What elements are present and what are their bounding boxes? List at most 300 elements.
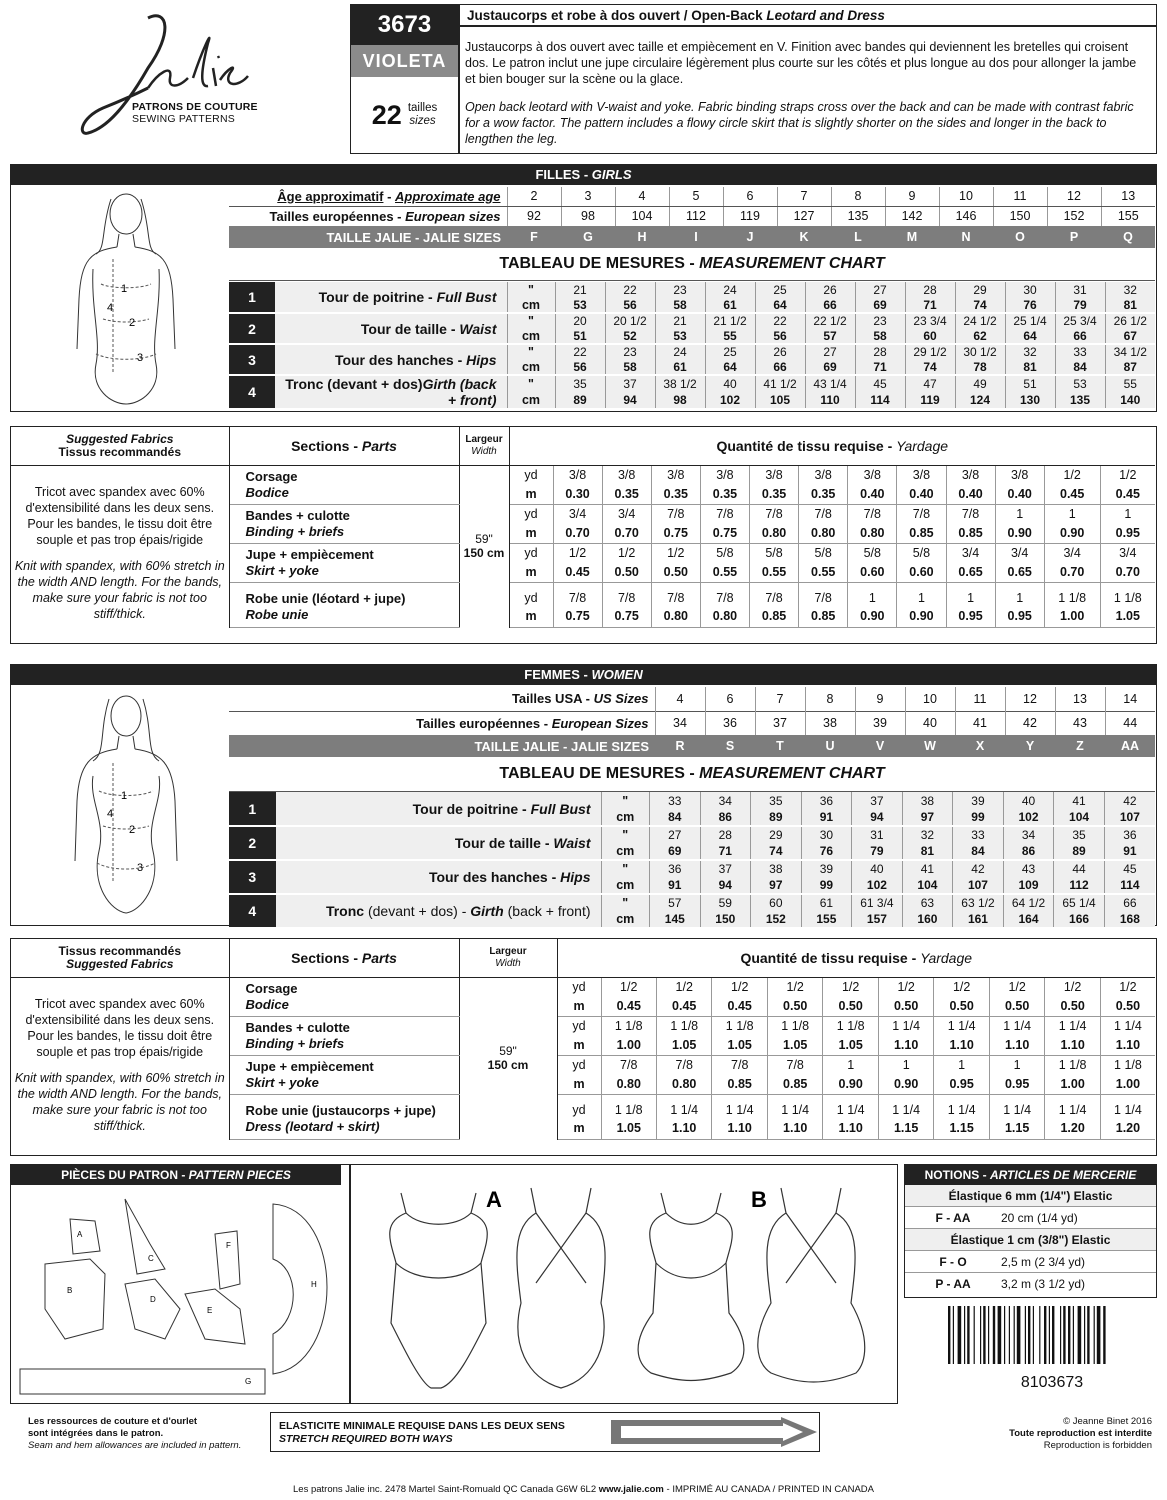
inch-cell: 21 1/2: [705, 313, 755, 329]
yd-cell: 5/8: [700, 543, 749, 563]
inch-cell: 30 1/2: [955, 344, 1005, 360]
unit-yd: yd: [524, 468, 538, 482]
m-cell: 1.15: [878, 1117, 933, 1140]
stretch-arrow-icon: [611, 1417, 817, 1447]
yd-cell: 7/8: [651, 504, 700, 524]
inch-cell: 38: [751, 860, 802, 877]
fabric-text-en: Knit with spandex, with 60% stretch in the width AND length. For the bands, make sure your fabric is not too stiff/thick.: [14, 1070, 225, 1133]
unit-inch: ": [601, 826, 650, 843]
eu-label: [229, 206, 507, 226]
unit-m: m: [509, 485, 553, 505]
pattern-header: [350, 4, 1157, 154]
inch-cell: 20 1/2: [605, 313, 655, 329]
cm-cell: 66: [1055, 329, 1105, 345]
cm-cell: 109: [1003, 877, 1054, 894]
inch-cell: 28: [905, 282, 955, 298]
yd-cell: 1: [995, 582, 1044, 605]
eu-cell: 104: [615, 206, 669, 226]
cm-cell: 81: [1105, 298, 1155, 314]
yd-cell: 3/8: [848, 465, 897, 485]
yd-cell: 3/8: [799, 465, 848, 485]
inch-cell: 29: [751, 826, 802, 843]
women-eu-row: [229, 711, 1155, 735]
cm-cell: 112: [1054, 877, 1105, 894]
label-fr-note: (devant + dos) -: [367, 903, 471, 919]
m-cell: 0.50: [1100, 997, 1155, 1017]
cm-cell: 56: [605, 298, 655, 314]
inch-cell: 24: [705, 282, 755, 298]
inch-cell: 30: [1005, 282, 1055, 298]
yd-cell: 3/4: [602, 504, 651, 524]
label-fr: Tour de taille -: [454, 835, 554, 851]
chart-title-fr: TABLEAU DE MESURES -: [499, 254, 700, 272]
m-cell: 0.70: [1100, 563, 1155, 583]
section-label: [229, 1055, 459, 1094]
inch-cell: 36: [650, 860, 701, 877]
women-fabric-section: [10, 938, 1157, 1156]
section-fr: Corsage: [245, 468, 298, 484]
m-cell: 0.50: [602, 563, 651, 583]
yd-cell: 7/8: [700, 582, 749, 605]
inch-cell: 63: [902, 894, 953, 911]
m-cell: 0.35: [602, 485, 651, 505]
width-value: [459, 465, 509, 627]
label-en: Full Bust: [436, 289, 497, 305]
unit-inch: ": [507, 375, 555, 392]
yd-cell: 1 1/8: [712, 1016, 767, 1036]
cm-cell: 71: [855, 360, 905, 376]
inch-cell: 44: [1054, 860, 1105, 877]
cm-cell: 76: [1005, 298, 1055, 314]
yd-cell: 1 1/8: [601, 1094, 656, 1117]
m-cell: 1.10: [712, 1117, 767, 1140]
yd-cell: 7/8: [799, 582, 848, 605]
m-cell: 1.20: [1045, 1117, 1100, 1140]
yd-cell: 1 1/8: [1045, 1055, 1100, 1075]
row-number: 4: [229, 894, 276, 928]
inch-cell: 61 3/4: [852, 894, 903, 911]
unit-yd: yd: [524, 590, 538, 605]
inch-cell: 40: [705, 375, 755, 392]
cm-cell: 89: [1054, 843, 1105, 860]
width-cm: 150 cm: [487, 1058, 529, 1073]
us-cell: 7: [755, 687, 805, 711]
section-fr: Jupe + empiècement: [245, 546, 374, 562]
fabric-text-en: Knit with spandex, with 60% stretch in the width AND length. For the bands, make sure your fabric is not too stiff/thick.: [14, 558, 225, 621]
cm-cell: 155: [801, 911, 852, 928]
age-label: Âge approximatif - Approximate age: [229, 187, 507, 206]
inch-cell: 36: [1104, 826, 1155, 843]
inch-cell: 27: [650, 826, 701, 843]
yd-cell: 1: [946, 582, 995, 605]
cm-cell: 69: [805, 360, 855, 376]
us-cell: 4: [655, 687, 705, 711]
sections-header: [229, 939, 459, 977]
girls-age-row: [229, 187, 1155, 206]
m-cell: 0.75: [651, 524, 700, 544]
cm-cell: 97: [902, 809, 953, 826]
m-cell: 0.50: [767, 997, 822, 1017]
section-en: Robe unie: [245, 606, 309, 622]
m-cell: 1.10: [1100, 1036, 1155, 1056]
section-fr: Bandes + culotte: [245, 507, 350, 523]
label-en: Hips: [466, 351, 497, 368]
m-cell: 1.05: [823, 1036, 878, 1056]
section-label: [229, 465, 459, 504]
yd-cell: 1 1/4: [934, 1094, 989, 1117]
yd-cell: 1: [1100, 504, 1155, 524]
garment-views: [361, 1173, 891, 1401]
inch-cell: 45: [855, 375, 905, 392]
piece-h-label: H: [311, 1280, 317, 1289]
measurement-label: [275, 313, 507, 344]
sections-header: [229, 427, 459, 465]
measurement-label: [275, 282, 507, 313]
yd-cell: 7/8: [601, 1055, 656, 1075]
girls-section: [10, 164, 1157, 412]
unit-m: m: [557, 997, 601, 1017]
yd-cell: 1 1/8: [1100, 1055, 1155, 1075]
notions-title-en: ARTICLES DE MERCERIE: [989, 1168, 1137, 1182]
m-cell: 0.50: [878, 997, 933, 1017]
yd-cell: 1: [848, 582, 897, 605]
unit-cm: cm: [601, 911, 650, 928]
fabric-header-row: [11, 427, 1155, 465]
inch-cell: 25: [755, 282, 805, 298]
girls-fabric-table: [11, 427, 1155, 628]
eu-cell: 43: [1055, 711, 1105, 735]
inch-cell: 25 1/4: [1005, 313, 1055, 329]
measurement-label: [275, 375, 507, 409]
m-cell: 0.65: [946, 563, 995, 583]
eu-cell: 135: [831, 206, 885, 226]
cm-cell: 51: [555, 329, 605, 345]
inch-cell: 34: [700, 792, 751, 809]
eu-cell: 112: [669, 206, 723, 226]
row-number: 2: [229, 313, 275, 344]
inch-cell: 29 1/2: [905, 344, 955, 360]
m-cell: 0.85: [799, 605, 848, 628]
inch-cell: 41: [1054, 792, 1105, 809]
jalie-size-cell: Z: [1076, 739, 1084, 753]
jalie-size-cell: K: [799, 230, 809, 244]
inch-cell: 37: [700, 860, 751, 877]
notion-row: [905, 1273, 1156, 1295]
m-cell: 0.45: [712, 997, 767, 1017]
jalie-size-cell: S: [725, 739, 735, 753]
yd-cell: 1 1/4: [989, 1094, 1044, 1117]
section-label: [229, 1094, 459, 1139]
cm-cell: 67: [1105, 329, 1155, 345]
us-label-fr: Tailles USA -: [511, 691, 594, 707]
cm-cell: 110: [805, 392, 855, 409]
m-cell: 1.00: [601, 1036, 656, 1056]
inch-cell: 22 1/2: [805, 313, 855, 329]
m-cell: 0.95: [995, 605, 1044, 628]
m-cell: 0.90: [897, 605, 946, 628]
yd-cell: 5/8: [848, 543, 897, 563]
girls-fabric-section: [10, 426, 1157, 644]
us-cell: 11: [955, 687, 1005, 711]
measurement-row: [229, 313, 1155, 329]
notion-size: F - AA: [935, 1211, 971, 1225]
sizes-number: 22: [371, 99, 402, 130]
piece-a-label: A: [77, 1230, 83, 1239]
yd-cell: 1/2: [878, 977, 933, 997]
unit-m: m: [557, 1075, 601, 1095]
chart-title: [229, 248, 1155, 280]
unit-cm: cm: [507, 392, 555, 409]
inch-cell: 37: [605, 375, 655, 392]
suggest-en: Suggested Fabrics: [66, 431, 174, 446]
notions-section: [904, 1164, 1157, 1298]
suggest-fr: Tissus recommandés: [58, 943, 181, 958]
w-chart-title: [229, 757, 1155, 791]
eu-cell: 44: [1105, 711, 1155, 735]
cm-cell: 114: [1104, 877, 1155, 894]
yd-cell: 1: [823, 1055, 878, 1075]
yd-cell: 5/8: [799, 543, 848, 563]
yd-cell: 3/4: [946, 543, 995, 563]
yd-cell: 3/4: [1100, 543, 1155, 563]
girls-measurement-table: [229, 282, 1155, 410]
inch-cell: 51: [1005, 375, 1055, 392]
copyright-1: © Jeanne Binet 2016: [1063, 1416, 1152, 1427]
piece-f-label: F: [226, 1241, 231, 1250]
label-fr: Tour de poitrine -: [412, 800, 531, 817]
m-cell: 1.10: [823, 1117, 878, 1140]
m-cell: 0.75: [602, 605, 651, 628]
width-cm: 150 cm: [463, 546, 505, 561]
cm-cell: 130: [1005, 392, 1055, 409]
unit-m: m: [557, 1036, 601, 1056]
yd-cell: 1 1/4: [656, 1094, 711, 1117]
cm-cell: 69: [650, 843, 701, 860]
m-cell: 0.40: [995, 485, 1044, 505]
cm-cell: 79: [852, 843, 903, 860]
seam-note-1: Les ressources de couture et d'ourlet: [28, 1416, 198, 1427]
notion-value: 2,5 m (2 3/4 yd): [1001, 1255, 1086, 1269]
cm-cell: 71: [700, 843, 751, 860]
inch-cell: 22: [755, 313, 805, 329]
label-fr: Tronc (devant + dos): [285, 376, 423, 392]
cm-cell: 104: [902, 877, 953, 894]
pattern-number: 3673: [351, 5, 458, 45]
cm-cell: 102: [705, 392, 755, 409]
yd-cell: 1/2: [1045, 977, 1100, 997]
notions-title: [905, 1165, 1156, 1185]
m-cell: 0.45: [656, 997, 711, 1017]
measurement-row: [229, 860, 1155, 877]
girls-title-en: GIRLS: [591, 167, 632, 182]
cm-cell: 161: [953, 911, 1004, 928]
inch-cell: 39: [953, 792, 1004, 809]
inch-cell: 27: [805, 344, 855, 360]
cm-cell: 60: [905, 329, 955, 345]
sections-fr: Sections -: [291, 437, 362, 454]
width-value: [459, 977, 557, 1139]
unit-cm: cm: [601, 809, 650, 826]
us-cell: 8: [805, 687, 855, 711]
us-cell: 13: [1055, 687, 1105, 711]
women-title: [11, 665, 1156, 685]
inch-cell: 53: [1055, 375, 1105, 392]
m-cell: 0.85: [750, 605, 799, 628]
yd-cell: 1 1/4: [823, 1094, 878, 1117]
m-cell: 1.05: [1100, 605, 1155, 628]
label-en: Girth (back + front): [422, 376, 497, 408]
svg-text:4: 4: [107, 302, 114, 314]
measurement-label: [276, 860, 602, 894]
width-en: Width: [495, 957, 521, 969]
cm-cell: 62: [955, 329, 1005, 345]
yd-cell: 1 1/4: [1045, 1094, 1100, 1117]
label-en: Full Bust: [530, 800, 591, 817]
yardage-fr: Quantité de tissu requise -: [740, 949, 921, 966]
age-cell: 12: [1047, 187, 1101, 206]
age-cell: 13: [1101, 187, 1155, 206]
m-cell: 1.00: [1100, 1075, 1155, 1095]
yardage-header: [509, 427, 1155, 465]
pieces-title-fr: PIÈCES DU PATRON -: [61, 1168, 189, 1182]
cm-cell: 87: [1105, 360, 1155, 376]
eu-cell: 119: [723, 206, 777, 226]
cm-cell: 164: [1003, 911, 1054, 928]
eu-cell: 152: [1047, 206, 1101, 226]
inch-cell: 63 1/2: [953, 894, 1004, 911]
yd-cell: 3/8: [700, 465, 749, 485]
inch-cell: 42: [1104, 792, 1155, 809]
yd-cell: 1/2: [712, 977, 767, 997]
inch-cell: 25: [705, 344, 755, 360]
cm-cell: 91: [650, 877, 701, 894]
section-en: Binding + briefs: [245, 523, 345, 539]
unit-inch: ": [507, 282, 555, 298]
m-cell: 0.65: [995, 563, 1044, 583]
m-cell: 1.15: [989, 1117, 1044, 1140]
cm-cell: 102: [1003, 809, 1054, 826]
m-cell: 1.10: [1045, 1036, 1100, 1056]
pattern-title: [467, 8, 885, 23]
yd-cell: 1 1/8: [1100, 582, 1155, 605]
yd-cell: 7/8: [700, 504, 749, 524]
piece-g-label: G: [245, 1377, 252, 1386]
yd-cell: 1 1/8: [656, 1016, 711, 1036]
jalie-size-cell: L: [854, 230, 862, 244]
inch-cell: 21: [555, 282, 605, 298]
notion-size: F - O: [939, 1255, 967, 1269]
m-cell: 0.45: [1044, 485, 1100, 505]
yd-cell: 1 1/4: [934, 1016, 989, 1036]
inch-cell: 27: [855, 282, 905, 298]
yardage-fr: Quantité de tissu requise -: [716, 437, 897, 454]
fabric-suggest-header: [11, 939, 229, 977]
cm-cell: 160: [902, 911, 953, 928]
elastic-1cm: Élastique 1 cm (3/8") Elastic: [905, 1229, 1156, 1251]
cm-cell: 91: [1104, 843, 1155, 860]
m-cell: 0.35: [750, 485, 799, 505]
pieces-title: [11, 1165, 341, 1185]
cm-cell: 55: [705, 329, 755, 345]
m-cell: 1.10: [656, 1117, 711, 1140]
w-chart-title-en: MEASUREMENT CHART: [699, 764, 885, 782]
inch-cell: 45: [1104, 860, 1155, 877]
cm-cell: 84: [953, 843, 1004, 860]
yd-cell: 7/8: [848, 504, 897, 524]
jalie-size-cell: T: [776, 739, 784, 753]
women-size-table: [229, 687, 1155, 792]
jalie-size-cell: V: [875, 739, 885, 753]
measurement-label: [276, 792, 602, 826]
inch-cell: 24: [655, 344, 705, 360]
section-fr: Robe unie (léotard + jupe): [245, 590, 406, 606]
yd-cell: 1: [897, 582, 946, 605]
m-cell: 0.70: [602, 524, 651, 544]
m-cell: 0.80: [799, 524, 848, 544]
m-cell: 0.95: [1100, 524, 1155, 544]
m-cell: 0.50: [823, 997, 878, 1017]
m-cell: 0.60: [897, 563, 946, 583]
yd-cell: 1 1/4: [878, 1094, 933, 1117]
inch-cell: 22: [605, 282, 655, 298]
notion-value: 20 cm (1/4 yd): [1001, 1211, 1078, 1225]
section-label: [229, 582, 459, 627]
barcode-number: 8103673: [1020, 1374, 1084, 1391]
eu-cell: 39: [855, 711, 905, 735]
age-cell: 5: [669, 187, 723, 206]
m-cell: 1.10: [878, 1036, 933, 1056]
row-number: 1: [229, 792, 276, 826]
m-cell: 0.40: [897, 485, 946, 505]
copyright: [920, 1416, 1152, 1452]
yd-cell: 1/2: [823, 977, 878, 997]
yd-cell: 1 1/8: [767, 1016, 822, 1036]
women-section: [10, 664, 1157, 926]
section-en: Bodice: [245, 996, 289, 1012]
logo-line2: SEWING PATTERNS: [132, 113, 235, 125]
w-chart-title-fr: TABLEAU DE MESURES -: [499, 764, 700, 782]
unit-yd: yd: [572, 1019, 586, 1033]
logo-subtitle: [132, 101, 258, 125]
m-cell: 1.10: [989, 1036, 1044, 1056]
us-cell: 14: [1105, 687, 1155, 711]
yd-cell: 7/8: [712, 1055, 767, 1075]
jalie-size-cell: R: [675, 739, 685, 753]
cm-cell: 91: [801, 809, 852, 826]
inch-cell: 23: [605, 344, 655, 360]
yd-cell: 1 1/8: [1044, 582, 1100, 605]
eu-cell: 41: [955, 711, 1005, 735]
yd-cell: 1/2: [601, 977, 656, 997]
cm-cell: 52: [605, 329, 655, 345]
unit-inch: ": [601, 894, 650, 911]
logo-line1: PATRONS DE COUTURE: [132, 101, 258, 113]
cm-cell: 81: [1005, 360, 1055, 376]
jalie-size-cell: P: [1069, 230, 1079, 244]
pattern-pieces-section: [10, 1164, 898, 1404]
label-fr: Tour des hanches -: [428, 869, 561, 885]
unit-m: m: [509, 563, 553, 583]
eu-cell: 146: [939, 206, 993, 226]
yd-cell: 7/8: [656, 1055, 711, 1075]
elastic-6mm: Élastique 6 mm (1/4") Elastic: [905, 1185, 1156, 1207]
m-cell: 0.85: [897, 524, 946, 544]
inch-cell: 59: [700, 894, 751, 911]
inch-cell: 38: [902, 792, 953, 809]
m-cell: 0.75: [553, 605, 602, 628]
m-cell: 0.80: [651, 605, 700, 628]
website-link[interactable]: www.jalie.com: [598, 1484, 664, 1495]
